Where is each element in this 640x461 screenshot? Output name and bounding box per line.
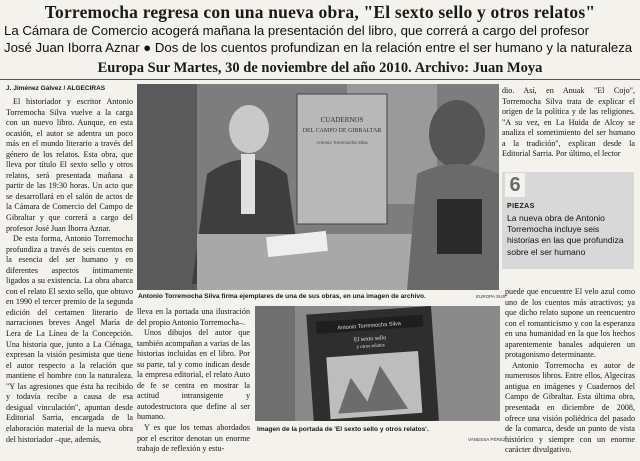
subheadline-2: José Juan Iborra Aznar ● Dos de los cuentos profundizan en la relación entre el ser humano y la naturaleza xyxy=(4,40,633,55)
article-column-3-bottom xyxy=(505,287,635,456)
author-signing-photo xyxy=(137,84,499,290)
author-signing-illustration xyxy=(137,84,499,290)
byline: J. Jiménez Gálvez / ALGECIRAS xyxy=(6,85,106,92)
info-box-label: PIEZAS xyxy=(507,203,535,210)
paragraph: Y es que los temas abordados por el escritor denotan un enorme trabajo de reflexión y estu- xyxy=(137,423,250,454)
svg-text:Antonio Torremocha Silva: Antonio Torremocha Silva xyxy=(316,140,368,145)
svg-text:DEL CAMPO DE GIBRALTAR: DEL CAMPO DE GIBRALTAR xyxy=(302,128,382,134)
svg-text:Antonio Torremocha Silva: Antonio Torremocha Silva xyxy=(337,321,402,332)
photo1-credit: EUROPA SUR xyxy=(476,294,506,299)
paragraph: lleva en la portada una ilustración del propio Antonio Torremocha–. xyxy=(137,307,250,327)
book-cover-illustration xyxy=(255,306,500,421)
subheadline-1: La Cámara de Comercio acogerá mañana la presentación del libro, que correrá a cargo del profesor xyxy=(4,23,589,38)
paragraph: De esta forma, Antonio Torremocha profundiza a través de seis cuentos en la esencia del ser humano y en diferentes aspectos íntimamente ligados a su existencia. La obra abarca con el relato El sexto sello, que obtuvo en 1990 el tercer premio de la segunda edición del certamen literario de narraciones breves Angel María de Lera de La Línea de la Concepción. Una historia que, junto a La Ciénaga, expresan la visión pesimista que tiene el autor respecto a la relación que mantiene el hombre con la naturaleza. "Y las agresiones que ésta ha recibido y todavía recibe a causa de esa desigual vinculación", apuntan desde Editorial Sarria, encargada de la elaboración material de la nueva obra del historiador –que, además, xyxy=(6,234,133,444)
paragraph: El historiador y escritor Antonio Torremocha Silva vuelve a la carga con un nuevo libro. Aunque, en esta ocasión, el autor se adentra un poco más en el mundo literario a través del género de los relatos. Esta obra, que lleva por título El sexto sello y otros relatos, será presentada mañana a partir de las 19:30 horas. Un acto que se desarrollará en el salón de actos de la Cámara de Comercio del Campo de Gibraltar y que correrá a cargo del profesor José Juan Iborra Aznar. xyxy=(6,97,133,233)
article-column-2 xyxy=(137,307,250,455)
paragraph: Antonio Torremocha es autor de numerosos libros. Entre ellos, Algeciras antigua en imágenes y Cuadernos del Campo de Gibraltar. Esta última obra, presentada en diciembre de 2008, ofrece una visión poliédrica del pasado de la comarca, desde un punto de vista histórico y siempre con un enorme carácter divulgativo. xyxy=(505,360,635,455)
book-cover-photo xyxy=(255,306,500,421)
headline: Torremocha regresa con una nueva obra, "El sexto sello y otros relatos" xyxy=(44,2,596,22)
photo2-credit: VANESSA PÉREZ xyxy=(468,437,506,442)
photo1-caption: Antonio Torremocha Silva firma ejemplares de una de sus obras, en una imagen de archivo. xyxy=(138,293,426,300)
paragraph: Unos dibujos del autor que también acompañan a varias de las historias incluidas en el libro. Por su parte, tal y como indican desde la empresa editorial, el relato Auto de fe se centra en mostrar la actitud intransigente y autodestructora que define al ser humano. xyxy=(137,328,250,422)
divider xyxy=(0,79,640,80)
article-column-3-top xyxy=(502,86,635,160)
info-box-number: 6 xyxy=(505,173,525,197)
photo2-caption: Imagen de la portada de 'El sexto sello y otros relatos'. xyxy=(257,426,429,433)
svg-text:y otros relatos: y otros relatos xyxy=(356,343,385,351)
source-line: Europa Sur Martes, 30 de noviembre del año 2010. Archivo: Juan Moya xyxy=(97,60,543,76)
article-column-1 xyxy=(6,97,133,445)
info-box-text: La nueva obra de Antonio Torremocha incluye seis historias en las que profundiza sobre el ser humano xyxy=(507,213,624,257)
svg-text:El sexto sello: El sexto sello xyxy=(353,335,387,344)
paragraph: dio. Así, en Anuak "El Cojo", Torremocha Silva trata de explicar el origen de la política y de las religiones. "A su vez, en La Huida de Alcoy se analiza el sometimiento del ser humano a la tradición", explican desde la Editorial Sarria. Por último, el lector xyxy=(502,86,635,159)
poster-title-line-1: CUADERNOS xyxy=(320,116,364,124)
paragraph: puede que encuentre El velo azul como uno de los cuentos más atractivos; ya que dicho relato supone un reencuentro con el romanticismo y con la esperanza en una humanidad en la que los hechos aparentemente banales adquieren un protagonismo determinante. xyxy=(505,287,635,360)
